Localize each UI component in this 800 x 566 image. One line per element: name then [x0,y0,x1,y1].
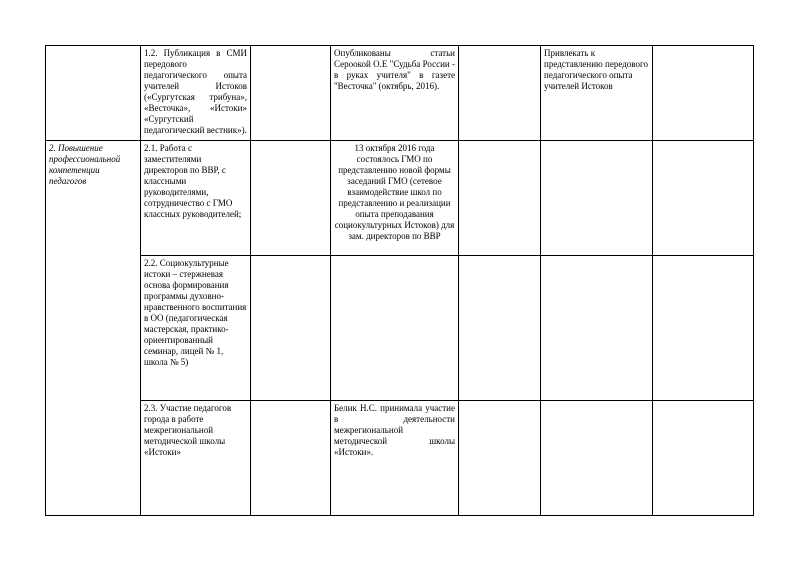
cell-activity-2-3: 2.3. Участие педагогов города в работе межрегиональной методической школы «Истоки» [141,401,251,516]
cell-col7-empty [653,46,754,141]
cell-col5-empty [459,401,541,516]
cell-result-1-2: Опубликованы статьи Сероокой О.Е "Судьба России - в руках учителя" в газете "Весточка" (октябрь, 2016). [331,46,459,141]
cell-col5-empty [459,46,541,141]
cell-col5-empty [459,141,541,256]
cell-col5-empty [459,256,541,401]
table-row [46,401,754,516]
cell-result-2-1: 13 октября 2016 года состоялось ГМО по представлению новой формы заседаний ГМО (сетевое взаимодействие школ по представлению и реализации опыта преподавания социокультурных Истоков) для зам. директоров по ВВР [331,141,459,256]
cell-col3-empty [251,141,331,256]
cell-recommendation-2-2 [541,256,653,401]
cell-col3-empty [251,401,331,516]
cell-recommendation-2-3 [541,401,653,516]
cell-recommendation-2-1 [541,141,653,256]
cell-activity-2-2: 2.2. Социокультурные истоки – стержневая основа формирования программы духовно-нравственного воспитания в ОО (педагогическая мастерская, практико-ориентированный семинар, лицей № 1, школа № 5) [141,256,251,401]
cell-recommendation-1-2: Привлекать к представлению передового педагогического опыта учителей Истоков [541,46,653,141]
cell-result-2-2 [331,256,459,401]
cell-activity-1-2: 1.2. Публикация в СМИ передового педагогического опыта учителей Истоков («Сургутская трибуна», «Весточка», «Истоки» «Сургутский педагогический вестник»). [141,46,251,141]
cell-section-empty [46,46,141,141]
table-row [46,141,754,256]
cell-col7-empty [653,141,754,256]
cell-col3-empty [251,46,331,141]
cell-col7-empty [653,256,754,401]
table-row [46,256,754,401]
cell-col3-empty [251,256,331,401]
cell-activity-2-1: 2.1. Работа с заместителями директоров по ВВР, с классными руководителями, сотрудничество с ГМО классных руководителей; [141,141,251,256]
cell-section-label: 2. Повышение профессиональной компетенции педагогов [46,141,141,516]
report-table [45,45,754,516]
table-row [46,46,754,141]
cell-col7-empty [653,401,754,516]
cell-result-2-3: Белик Н.С. принимала участие в деятельности межрегиональной методической школы «Истоки». [331,401,459,516]
